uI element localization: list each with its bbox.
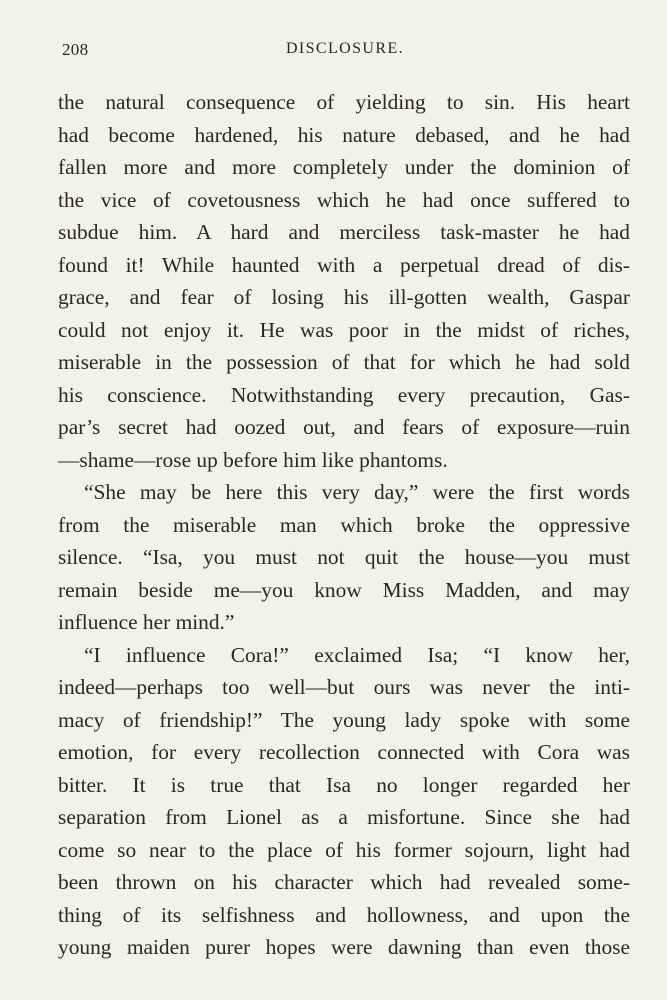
text-line: fallen more and more completely under the dominion of xyxy=(58,155,630,179)
text-line: miserable in the possession of that for which he had sold xyxy=(58,350,630,374)
page-header xyxy=(62,40,628,64)
text-line: been thrown on his character which had revealed some- xyxy=(58,870,630,894)
body-text xyxy=(58,86,630,964)
text-line: grace, and fear of losing his ill-gotten wealth, Gaspar xyxy=(58,285,630,309)
text-line: remain beside me—you know Miss Madden, and may xyxy=(58,577,630,602)
text-line: young maiden purer hopes were dawning than even those xyxy=(58,935,630,959)
text-line: from the miserable man which broke the oppressive xyxy=(58,512,630,537)
text-line: bitter. It is true that Isa no longer regarded her xyxy=(58,772,630,797)
text-line: had become hardened, his nature debased, and he had xyxy=(58,122,630,147)
text-line: influence her mind.” xyxy=(58,610,235,634)
text-line: could not enjoy it. He was poor in the midst of riches, xyxy=(58,317,630,342)
text-line: —shame—rose up before him like phantoms. xyxy=(58,447,448,472)
text-line: macy of friendship!” The young lady spoke with some xyxy=(58,707,630,732)
text-line: come so near to the place of his former sojourn, light had xyxy=(58,837,630,862)
text-line: the vice of covetousness which he had once suffered to xyxy=(58,187,630,212)
running-head: DISCLOSURE. xyxy=(285,40,405,57)
text-line: his conscience. Notwithstanding every precaution, Gas- xyxy=(58,382,630,407)
text-line: “I influence Cora!” exclaimed Isa; “I know her, xyxy=(84,642,630,667)
text-line: par’s secret had oozed out, and fears of exposure—ruin xyxy=(58,415,630,439)
text-line: “She may be here this very day,” were the first words xyxy=(84,480,630,504)
text-line: found it! While haunted with a perpetual dread of dis- xyxy=(58,252,630,277)
text-line: silence. “Isa, you must not quit the house—you must xyxy=(58,545,630,569)
page-number: 208 xyxy=(62,40,89,59)
text-line: separation from Lionel as a misfortune. Since she had xyxy=(58,805,630,829)
text-line: thing of its selfishness and hollowness, and upon the xyxy=(58,902,630,927)
text-line: indeed—perhaps too well—but ours was never the inti- xyxy=(58,675,630,699)
text-line: subdue him. A hard and merciless task-master he had xyxy=(58,220,630,244)
text-line: emotion, for every recollection connected with Cora was xyxy=(58,740,630,764)
text-line: the natural consequence of yielding to sin. His heart xyxy=(58,90,630,114)
